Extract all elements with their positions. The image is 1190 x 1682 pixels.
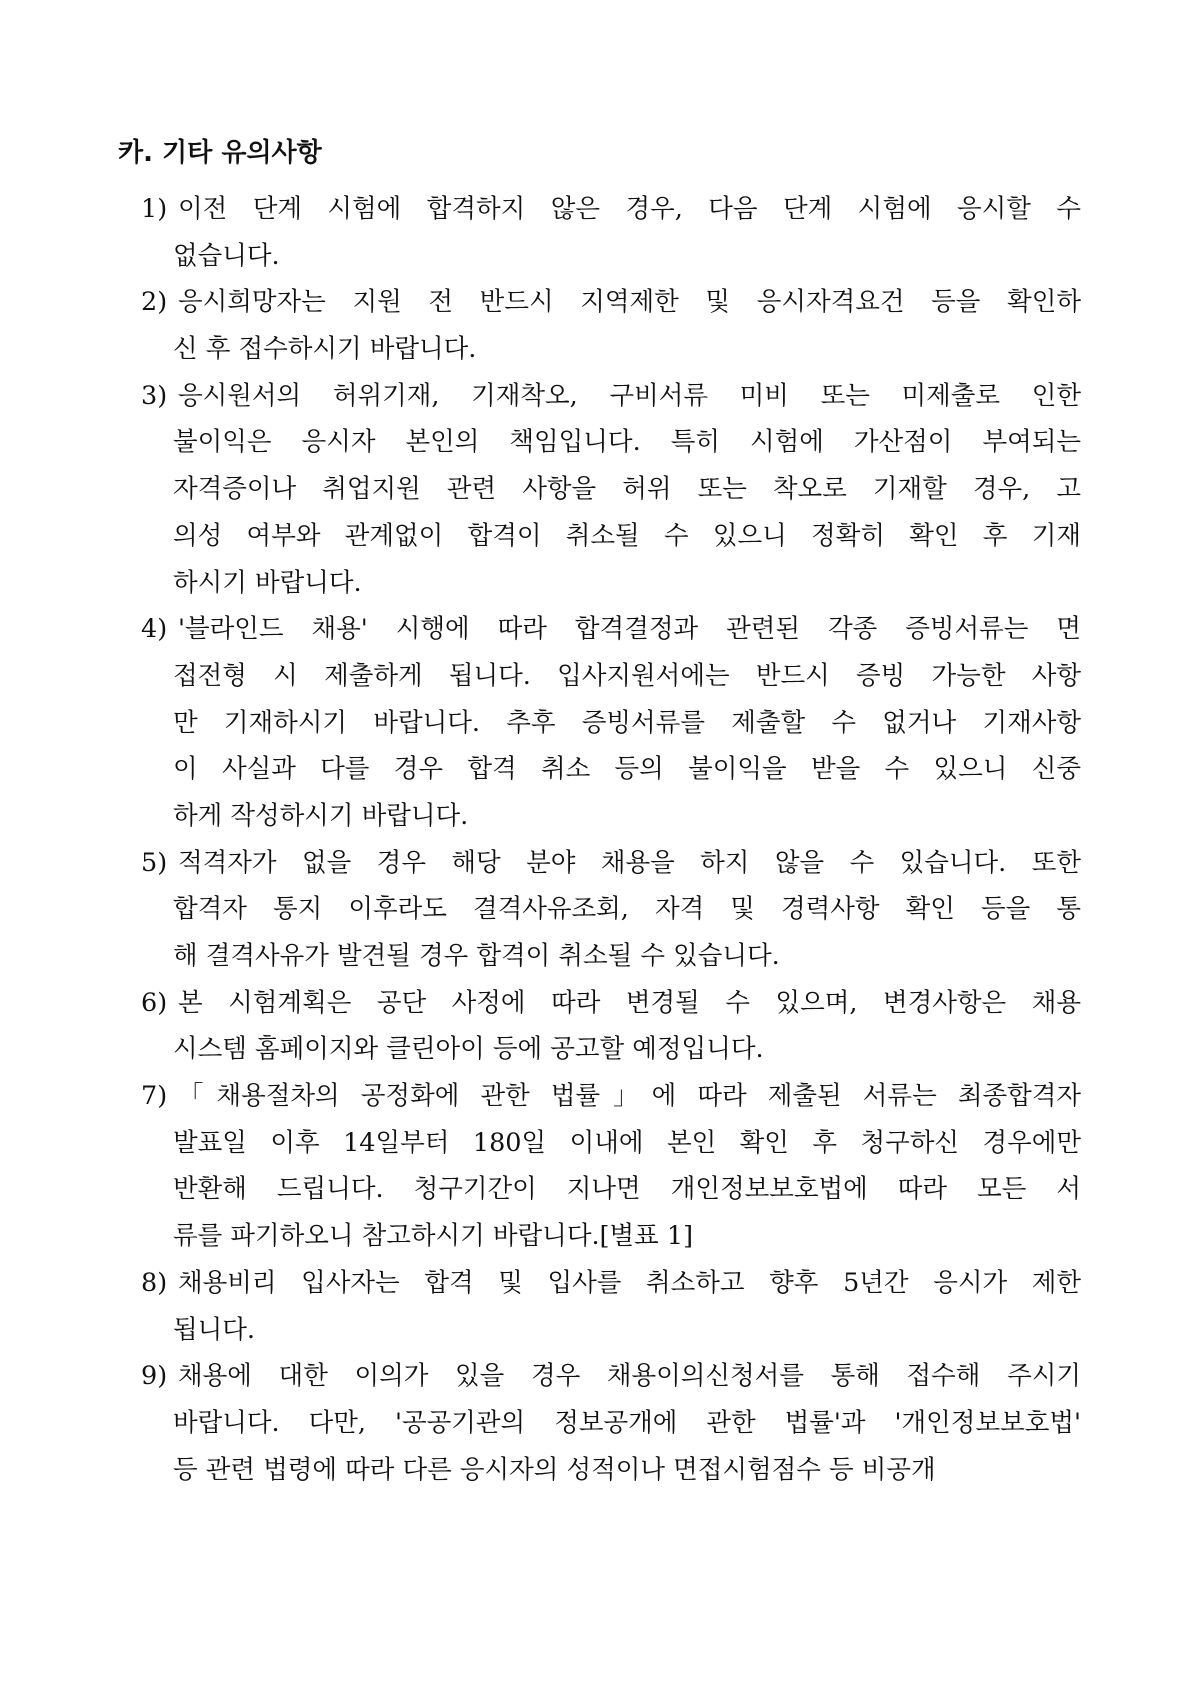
notice-item-line: 시스템 홈페이지와 클린아이 등에 공고할 예정입니다.	[173, 1034, 764, 1065]
notice-item-line: 합격자 통지 이후라도 결격사유조회, 자격 및 경력사항 확인 등을 통	[173, 894, 1081, 925]
notice-item-line: 채용비리 입사자는 합격 및 입사를 취소하고 향후 5년간 응시가 제한	[178, 1267, 1081, 1298]
notice-item-line: 본 시험계획은 공단 사정에 따라 변경될 수 있으며, 변경사항은 채용	[178, 987, 1081, 1018]
notice-item-number: 2)	[141, 287, 168, 318]
notice-item	[141, 840, 1081, 980]
notice-item-line: 이전 단계 시험에 합격하지 않은 경우, 다음 단계 시험에 응시할 수	[178, 194, 1081, 224]
notice-item-line: 신 후 접수하시기 바랍니다.	[173, 334, 477, 365]
notice-item	[141, 980, 1081, 1073]
notice-item-line: 적격자가 없을 경우 해당 분야 채용을 하지 않을 수 있습니다. 또한	[178, 847, 1081, 878]
notice-item-number: 1)	[141, 194, 168, 224]
notice-item-line: 하시기 바랍니다.	[173, 567, 362, 598]
notice-item	[141, 279, 1081, 372]
notice-item-line: 만 기재하시기 바랍니다. 추후 증빙서류를 제출할 수 없거나 기재사항	[173, 707, 1081, 738]
notice-item-number: 9)	[141, 1361, 168, 1392]
notice-item	[141, 1353, 1081, 1493]
notice-list	[141, 186, 1081, 1493]
notice-item-number: 6)	[141, 987, 168, 1018]
notice-item	[141, 1260, 1081, 1353]
notice-item-line: 없습니다.	[173, 240, 280, 271]
notice-item-number: 3)	[141, 380, 168, 411]
notice-item-line: 의성 여부와 관계없이 합격이 취소될 수 있으니 정확히 확인 후 기재	[173, 520, 1081, 551]
notice-item-line: 이 사실과 다를 경우 합격 취소 등의 불이익을 받을 수 있으니 신중	[173, 754, 1081, 785]
notice-item	[141, 1073, 1081, 1260]
section-title: 카. 기타 유의사항	[118, 138, 322, 168]
notice-item-line: 「채용절차의 공정화에 관한 법률」에 따라 제출된 서류는 최종합격자	[178, 1081, 1081, 1112]
notice-item-number: 7)	[141, 1081, 168, 1112]
notice-item-line: 바랍니다. 다만, '공공기관의 정보공개에 관한 법률'과 '개인정보보호법'	[173, 1407, 1081, 1438]
notice-item-line: 채용에 대한 이의가 있을 경우 채용이의신청서를 통해 접수해 주시기	[178, 1361, 1081, 1392]
notice-item-line: 반환해 드립니다. 청구기간이 지나면 개인정보보호법에 따라 모든 서	[173, 1174, 1081, 1205]
notice-item	[141, 373, 1081, 606]
notice-item-line: 응시희망자는 지원 전 반드시 지역제한 및 응시자격요건 등을 확인하	[178, 287, 1081, 318]
notice-item-line: 등 관련 법령에 따라 다른 응시자의 성적이나 면접시험점수 등 비공개	[173, 1454, 936, 1485]
notice-item-line: 자격증이나 취업지원 관련 사항을 허위 또는 착오로 기재할 경우, 고	[173, 474, 1081, 505]
notice-item-number: 8)	[141, 1267, 168, 1298]
notice-item-line: 접전형 시 제출하게 됩니다. 입사지원서에는 반드시 증빙 가능한 사항	[173, 660, 1081, 691]
notice-item-line: '블라인드 채용' 시행에 따라 합격결정과 관련된 각종 증빙서류는 면	[178, 614, 1081, 645]
notice-item	[141, 186, 1081, 279]
notice-item-line: 류를 파기하오니 참고하시기 바랍니다.[별표 1]	[173, 1221, 694, 1252]
notice-item-line: 하게 작성하시기 바랍니다.	[173, 800, 469, 831]
notice-item-line: 해 결격사유가 발견될 경우 합격이 취소될 수 있습니다.	[173, 941, 780, 971]
notice-item-number: 5)	[141, 847, 168, 878]
notice-item-line: 응시원서의 허위기재, 기재착오, 구비서류 미비 또는 미제출로 인한	[178, 380, 1081, 411]
notice-item	[141, 606, 1081, 839]
notice-item-number: 4)	[141, 614, 168, 645]
notice-item-line: 됩니다.	[173, 1314, 256, 1345]
notice-item-line: 불이익은 응시자 본인의 책임입니다. 특히 시험에 가산점이 부여되는	[173, 427, 1081, 458]
notice-item-line: 발표일 이후 14일부터 180일 이내에 본인 확인 후 청구하신 경우에만	[173, 1127, 1081, 1158]
